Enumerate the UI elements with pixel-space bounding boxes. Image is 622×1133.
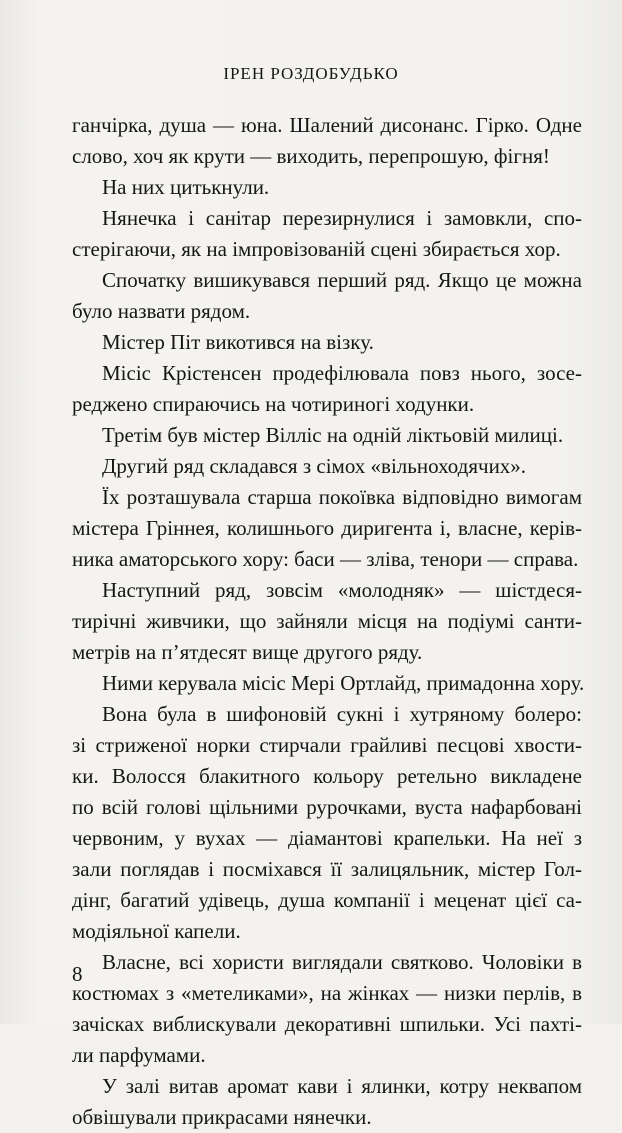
text-line: Власне, всі хористи виглядали святково. Чоловіки в	[102, 950, 582, 974]
text-line: було назвати рядом.	[72, 299, 251, 323]
text-line: ки. Волосся блакитного кольору ретельно викладене	[72, 764, 582, 788]
text-line: зачісках виблискували декоративні шпильки. Усі пахті-	[72, 1012, 582, 1036]
text-line: костюмах з «метеликами», на жінках — низки перлів, в	[72, 981, 582, 1005]
text-line: реджено спираючись на чотириногі ходунки.	[72, 392, 475, 416]
text-line: слово, хоч як крути — виходить, перепрошую, фігня!	[72, 144, 550, 168]
text-line: ника аматорського хору: баси — зліва, тенори — справа.	[72, 547, 579, 571]
running-head: ІРЕН РОЗДОБУДЬКО	[223, 64, 399, 83]
text-line: зали поглядав і посміхався її залицяльник, містер Гол-	[72, 857, 582, 881]
text-line: дінг, багатий удівець, душа компанії і меценат цієї са-	[72, 888, 582, 912]
text-line: тирічні живчики, що зайняли місця на подіумі санти-	[72, 609, 582, 633]
page-number: 8	[72, 962, 83, 986]
text-line: Вона була в шифоновій сукні і хутряному болеро:	[102, 702, 582, 726]
text-line: Місіс Крістенсен продефілювала повз нього, зосе-	[102, 361, 582, 385]
text-line: метрів на п’ятдесят вище другого ряду.	[72, 640, 423, 664]
text-line: зі стриженої норки стирчали грайливі песцові хвости-	[72, 733, 582, 757]
text-line: модіяльної капели.	[72, 919, 241, 943]
text-line: містера Гріннея, колишнього диригента і, власне, керів-	[72, 516, 582, 540]
text-line: Другий ряд складався з сімох «вільноходячих».	[102, 454, 527, 478]
text-line: Наступний ряд, зовсім «молодняк» — шістдеся-	[102, 578, 582, 602]
text-line: ли парфумами.	[72, 1043, 206, 1067]
body-text	[72, 110, 585, 1133]
text-line: стерігаючи, як на імпровізованій сцені збирається хор.	[72, 237, 561, 261]
text-line: Ними керувала місіс Мері Ортлайд, примадонна хору.	[102, 671, 585, 695]
text-line: Їх розташувала старша покоївка відповідно вимогам	[102, 485, 582, 509]
text-line: червоним, у вухах — діамантові крапельки. На неї з	[72, 826, 582, 850]
text-line: ганчірка, душа — юна. Шалений дисонанс. Гірко. Одне	[72, 113, 582, 137]
text-line: Спочатку вишикувався перший ряд. Якщо це можна	[102, 268, 582, 292]
text-line: У залі витав аромат кави і ялинки, котру неквапом	[102, 1074, 582, 1098]
text-line: Третім був містер Вілліс на одній ліктьовій милиці.	[102, 423, 564, 447]
text-line: по всій голові щільними рурочками, вуста нафарбовані	[72, 795, 582, 819]
text-line: На них цитькнули.	[102, 175, 270, 199]
text-line: Нянечка і санітар перезирнулися і замовкли, спо-	[102, 206, 582, 230]
text-line: обвішували прикрасами нянечки.	[72, 1105, 372, 1129]
text-line: Містер Піт викотився на візку.	[102, 330, 374, 354]
